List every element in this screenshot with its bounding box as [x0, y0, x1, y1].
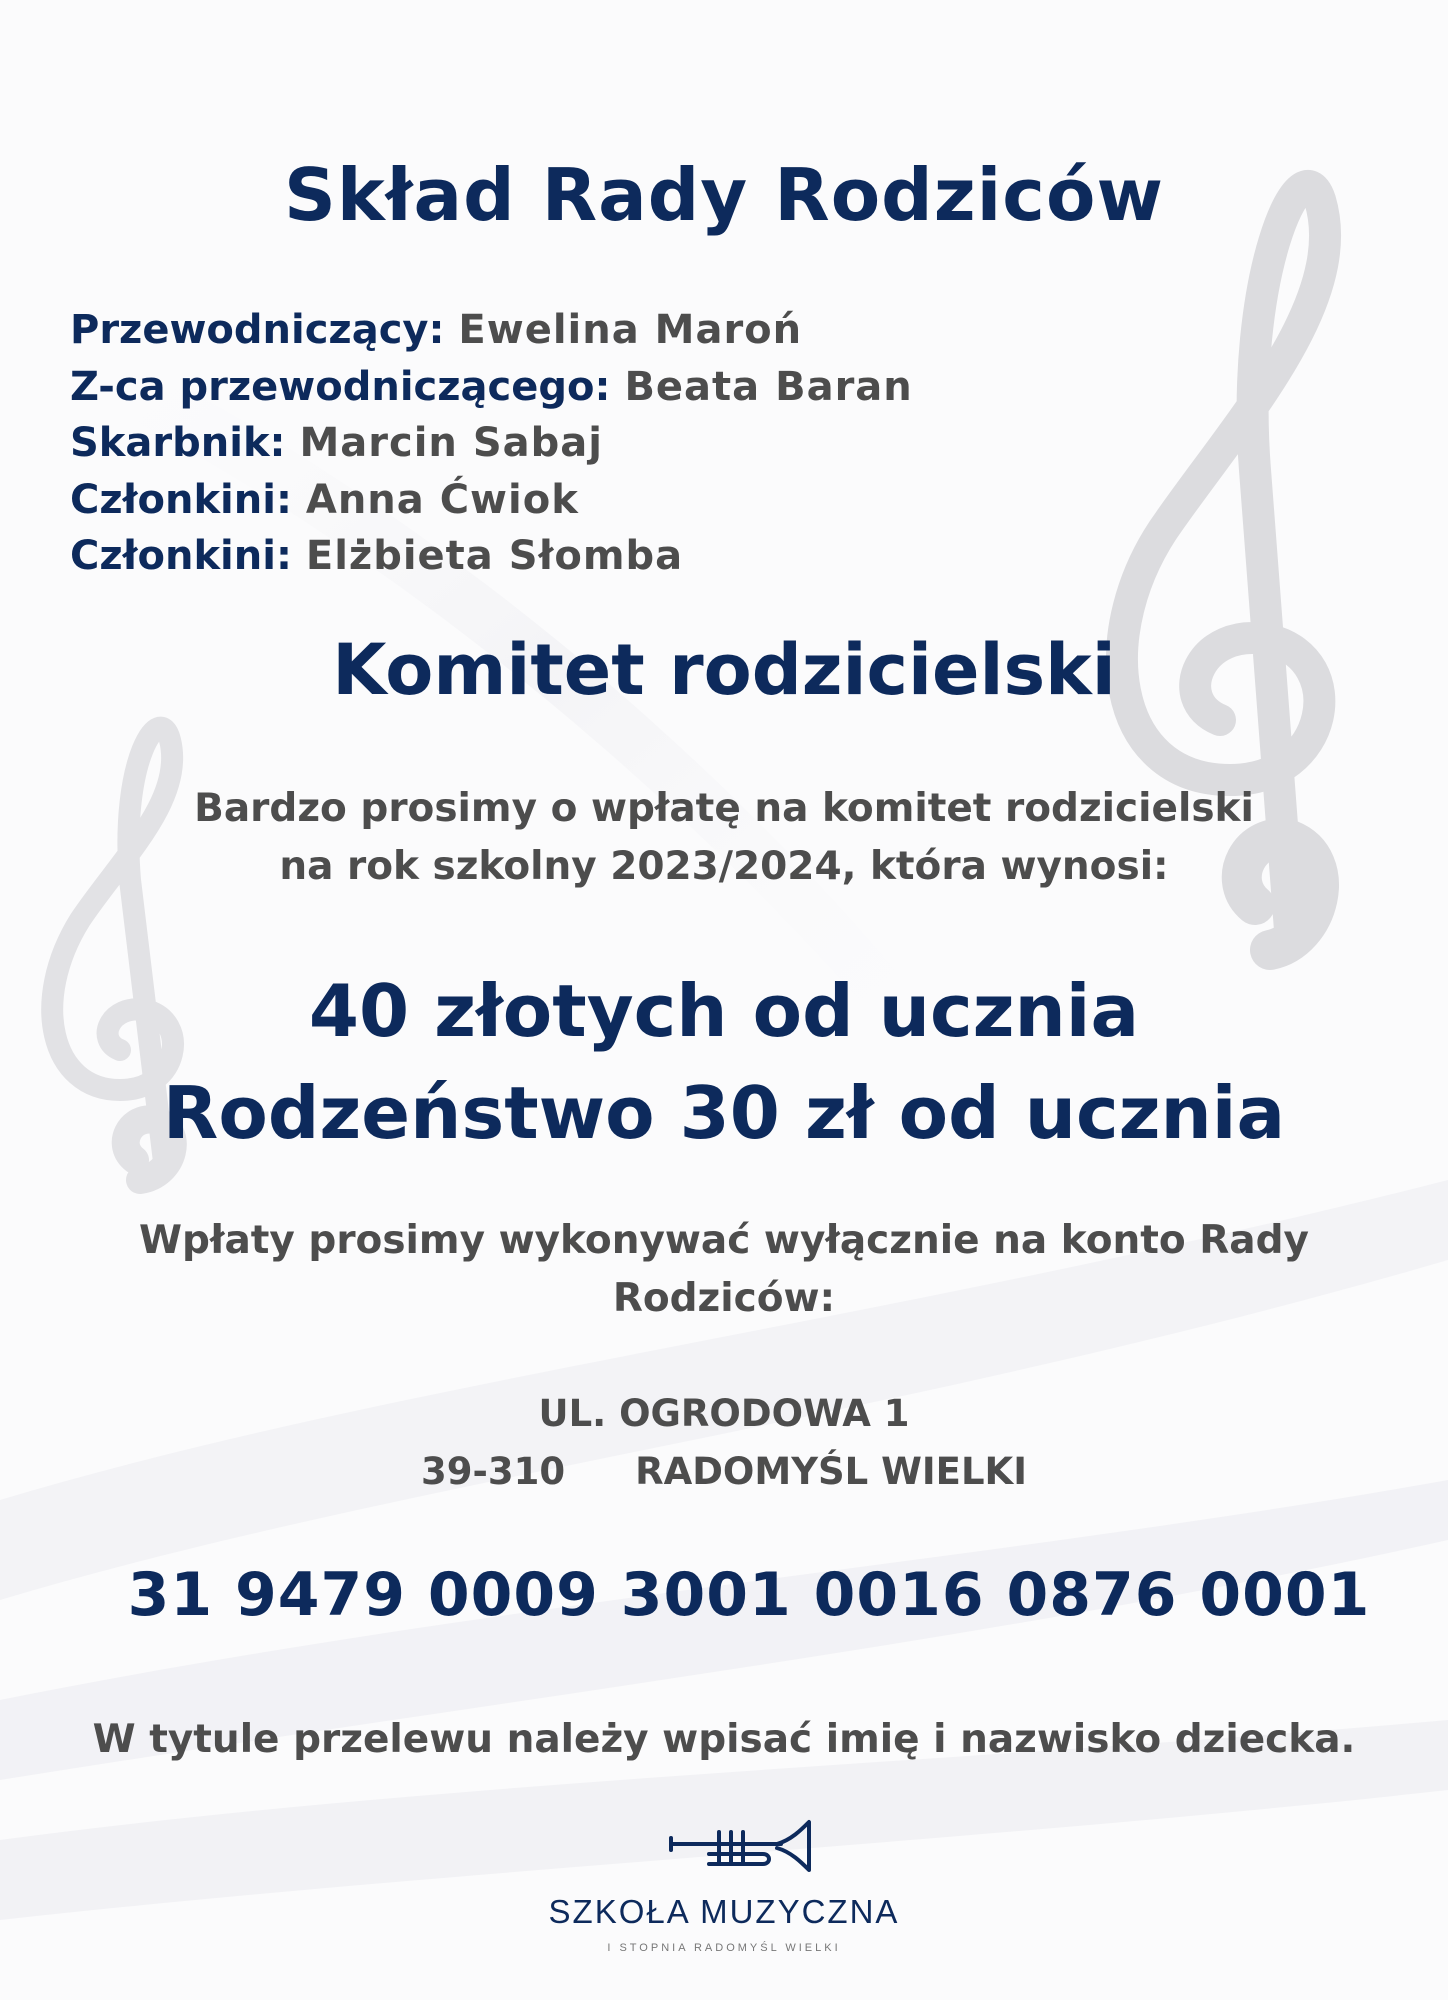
- member-row: [70, 359, 1170, 416]
- member-role: Członkini:: [70, 533, 292, 579]
- address-city-line: [0, 1443, 1448, 1501]
- fee-amount-line: 40 złotych od ucznia: [308, 969, 1140, 1053]
- trumpet-icon: [669, 1818, 819, 1878]
- logo-school-subtitle: I STOPNIA RADOMYŚL WIELKI: [607, 1942, 841, 1954]
- member-role: Skarbnik:: [70, 420, 286, 466]
- logo-school-name: SZKOŁA MUZYCZNA: [548, 1893, 900, 1930]
- member-row: [70, 528, 1170, 585]
- school-logo: [524, 1815, 924, 1965]
- address-street: UL. OGRODOWA 1: [538, 1392, 910, 1435]
- page-title: Skład Rady Rodziców: [284, 153, 1164, 237]
- member-role: Z-ca przewodniczącego:: [70, 363, 611, 410]
- payment-note-line: Rodziców:: [612, 1276, 836, 1321]
- request-line: Bardzo prosimy o wpłatę na komitet rodzicielski: [194, 786, 1254, 831]
- city-name: RADOMYŚL WIELKI: [635, 1450, 1027, 1493]
- committee-title: Komitet rodzicielski: [332, 629, 1116, 711]
- committee-request: [0, 780, 1448, 896]
- member-row: [70, 472, 1170, 529]
- request-line: na rok szkolny 2023/2024, która wynosi:: [279, 844, 1169, 889]
- member-row: [70, 415, 1170, 472]
- member-name: Marcin Sabaj: [299, 420, 603, 466]
- member-role: Członkini:: [70, 476, 292, 523]
- postal-code: 39-310: [421, 1450, 566, 1493]
- fee-amount: [0, 960, 1448, 1164]
- bank-account-number: 31 9479 0009 3001 0016 0876 0001: [127, 1560, 1371, 1630]
- member-name: Beata Baran: [624, 363, 913, 410]
- payment-instructions: [0, 1212, 1448, 1328]
- member-name: Anna Ćwiok: [305, 476, 579, 523]
- member-row: [70, 302, 1170, 359]
- member-name: Elżbieta Słomba: [305, 533, 684, 579]
- council-members-list: [70, 302, 1170, 585]
- address-block: [0, 1385, 1448, 1501]
- member-name: Ewelina Maroń: [458, 307, 803, 353]
- payment-note-line: Wpłaty prosimy wykonywać wyłącznie na konto Rady: [139, 1218, 1309, 1263]
- member-role: Przewodniczący:: [70, 307, 445, 353]
- sibling-fee-line: Rodzeństwo 30 zł od ucznia: [162, 1071, 1286, 1155]
- transfer-title-note: W tytule przelewu należy wpisać imię i nazwisko dziecka.: [92, 1717, 1356, 1762]
